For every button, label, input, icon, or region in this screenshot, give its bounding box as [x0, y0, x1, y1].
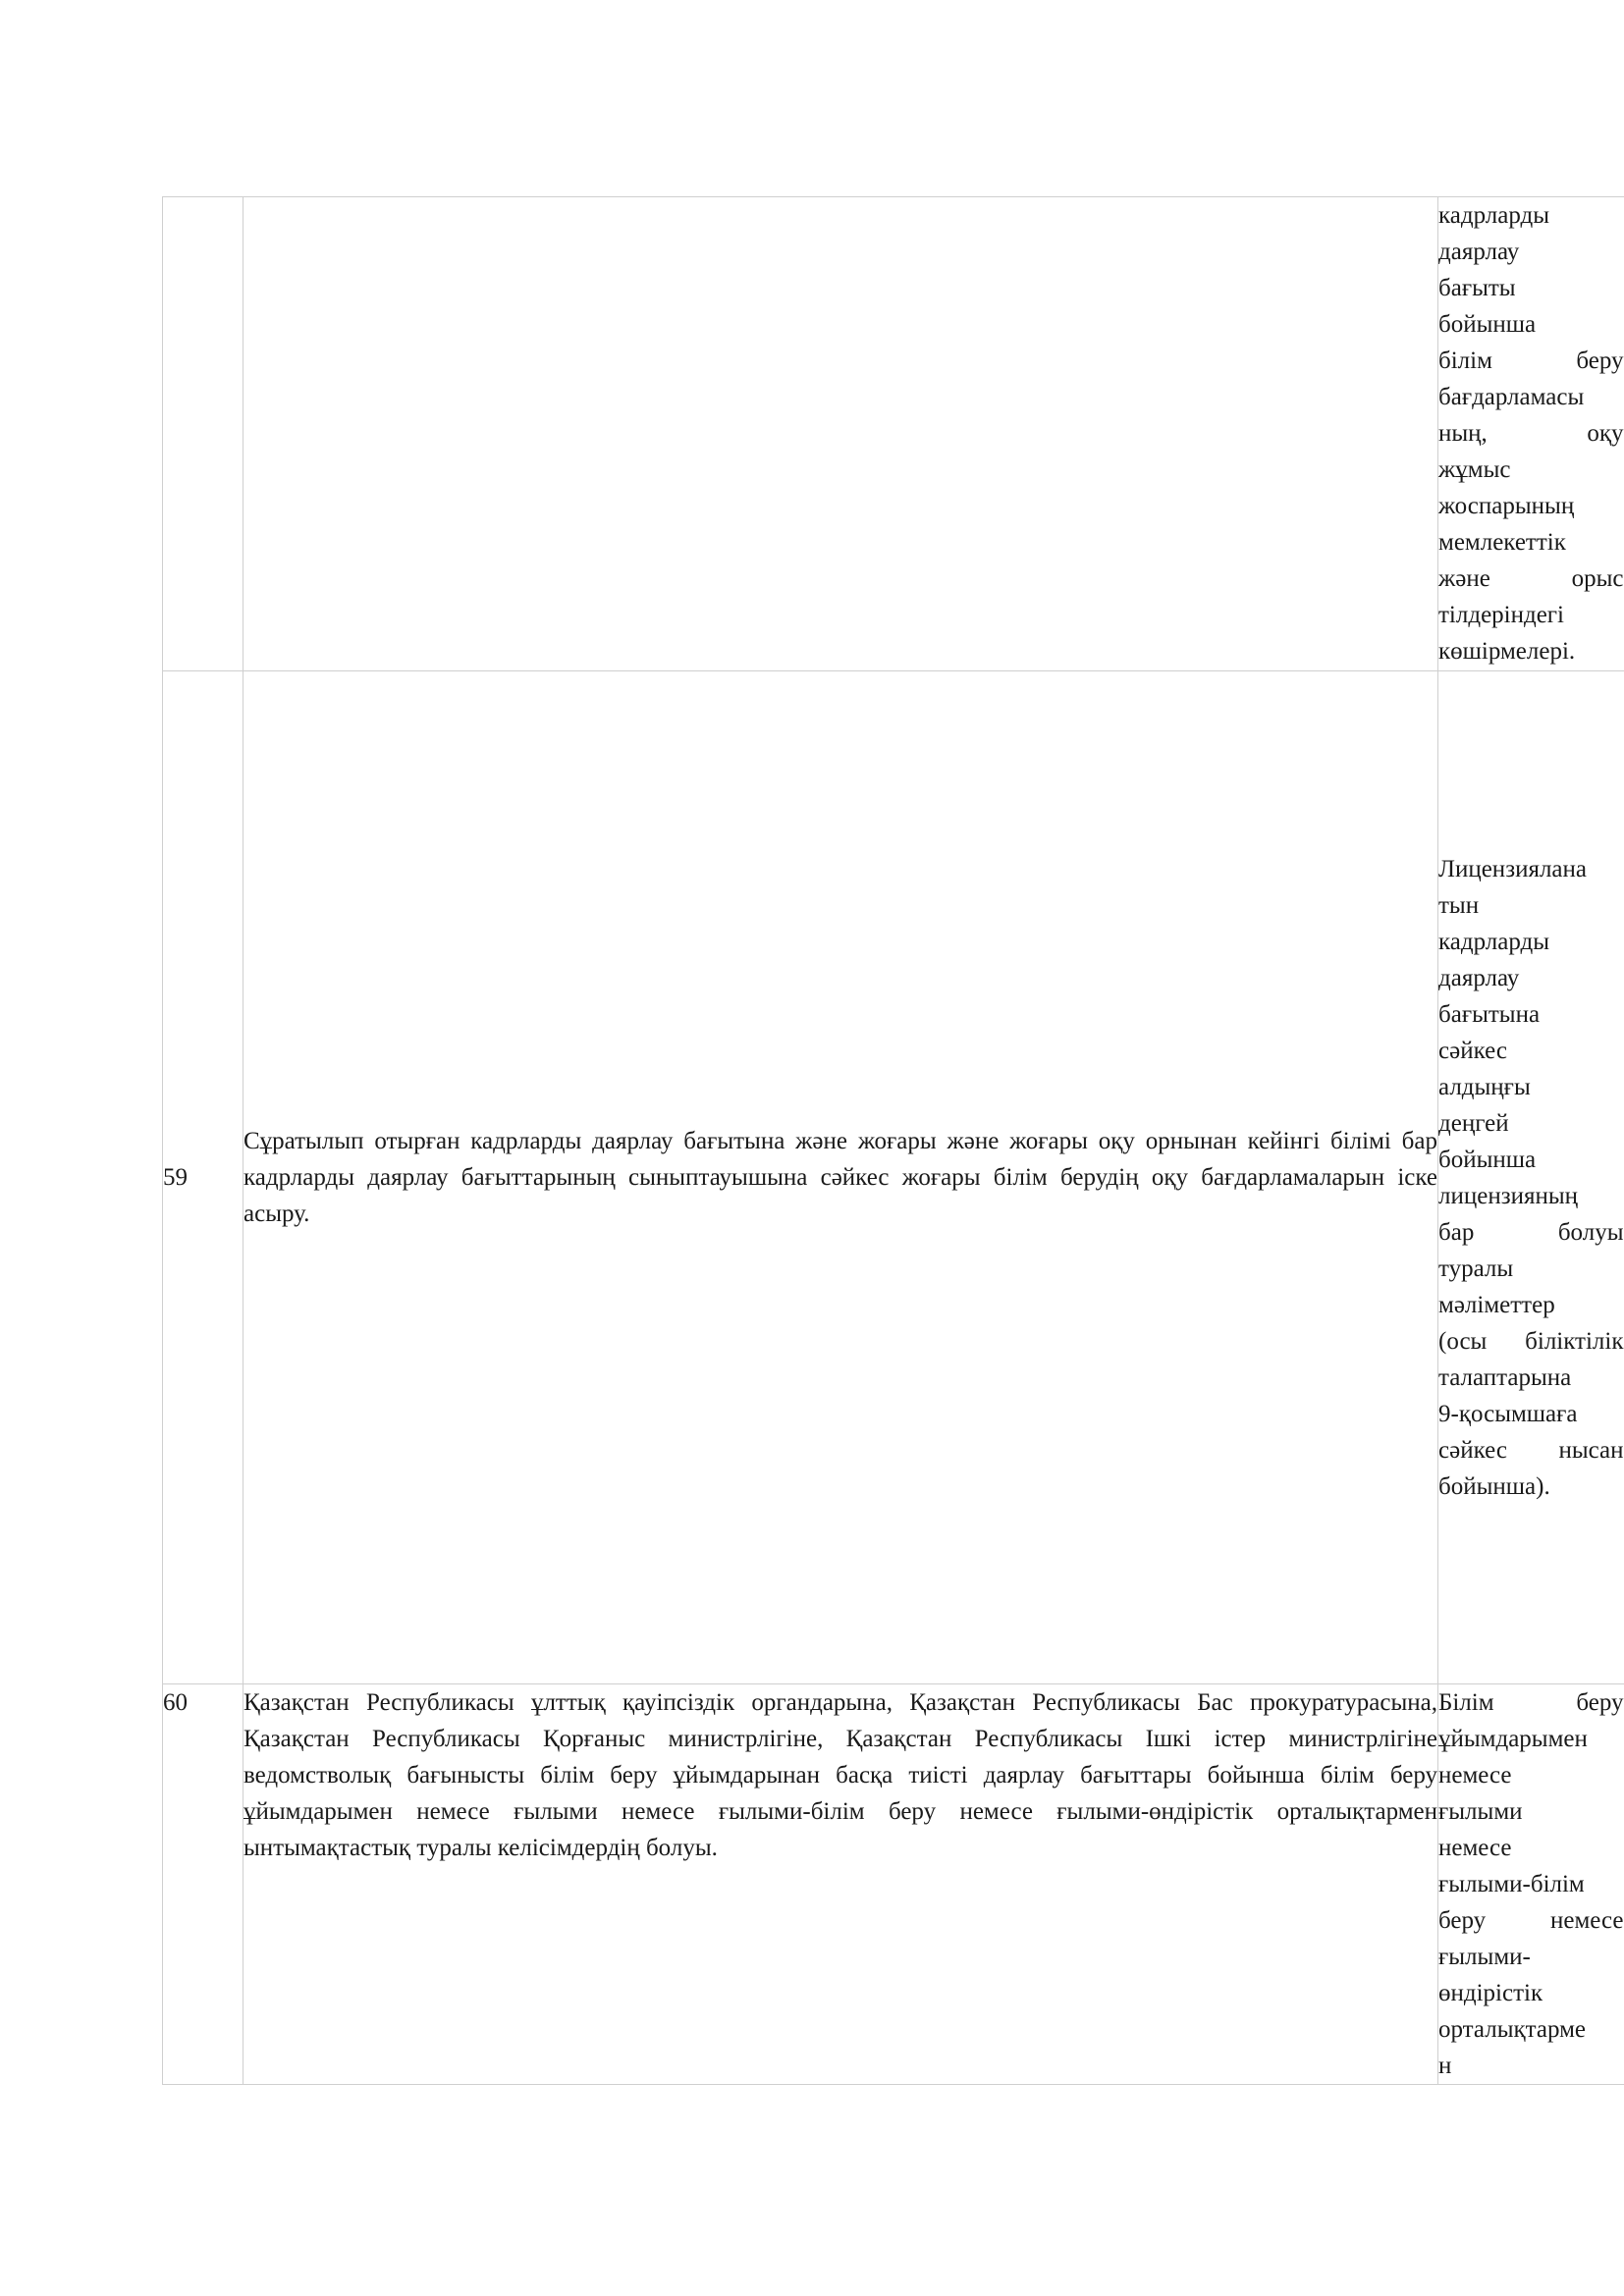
- document-line: орталықтарме: [1438, 2016, 1586, 2043]
- document-line: мәліметтер: [1438, 1291, 1555, 1318]
- document-line: мемлекеттік: [1438, 529, 1566, 556]
- document-line: талаптарына: [1438, 1363, 1572, 1391]
- document-line: кадрларды: [1438, 928, 1550, 955]
- table-row: [163, 1684, 1624, 2085]
- document-line: бағыты: [1438, 275, 1516, 301]
- table-row: [163, 671, 1624, 1684]
- document-line: және орыс: [1438, 565, 1624, 592]
- row-number: 60: [163, 1684, 244, 2085]
- document-line: беру немесе: [1438, 1907, 1624, 1934]
- document-line: ұйымдарымен: [1438, 1726, 1588, 1752]
- requirement-text: [244, 197, 1438, 671]
- document-cell: [1438, 671, 1624, 1684]
- document-line: (осы біліктілік: [1438, 1327, 1624, 1355]
- document-line: деңгей: [1438, 1109, 1509, 1137]
- document-line: бағытына: [1438, 1000, 1541, 1028]
- document-line: сәйкес нысан: [1438, 1436, 1624, 1464]
- document-line: тын: [1438, 891, 1480, 919]
- row-number: [163, 197, 244, 671]
- document-line: тілдеріндегі: [1438, 602, 1565, 628]
- document-line: Лицензиялана: [1438, 855, 1587, 882]
- document-line: өндірістік: [1438, 1980, 1543, 2006]
- document-cell: [1438, 1684, 1624, 2085]
- document-line: жұмыс: [1438, 456, 1511, 483]
- document-line: туралы: [1438, 1255, 1514, 1282]
- row-number: 59: [163, 671, 244, 1684]
- document-line: бойынша: [1438, 311, 1537, 338]
- document-line: алдыңғы: [1438, 1073, 1531, 1100]
- document-line: бойынша: [1438, 1146, 1537, 1173]
- document-line: ғылыми-білім: [1438, 1871, 1585, 1897]
- document-line: сәйкес: [1438, 1037, 1507, 1064]
- document-line: немесе: [1438, 1835, 1512, 1861]
- table-row: [163, 197, 1624, 671]
- document-line: 9-қосымшаға: [1438, 1400, 1578, 1427]
- document-line: Білім беру: [1438, 1689, 1624, 1716]
- document-line: ғылыми-: [1438, 1944, 1531, 1970]
- document-line: бағдарламасы: [1438, 384, 1585, 410]
- document-line: көшірмелері.: [1438, 638, 1576, 665]
- document-line: жоспарының: [1438, 493, 1575, 519]
- document-line: немесе: [1438, 1762, 1512, 1789]
- document-line: н: [1438, 2053, 1452, 2079]
- document-line: кадрларды: [1438, 202, 1550, 229]
- document-line: бар болуы: [1438, 1218, 1624, 1246]
- document-line: білім беру: [1438, 347, 1624, 374]
- document-line: ғылыми: [1438, 1798, 1523, 1825]
- document-line: ның, оқу: [1438, 420, 1624, 447]
- document-line: даярлау: [1438, 964, 1520, 991]
- requirement-text: Сұратылып отырған кадрларды даярлау бағытына және жоғары және жоғары оқу орнынан кейінгі білімі бар кадрларды даярлау бағыттарының сыныптауышына сәйкес жоғары білім берудің оқу бағдарламаларын іске асыру.: [244, 671, 1438, 1684]
- document-cell: [1438, 197, 1624, 671]
- requirements-table: [162, 196, 1624, 2085]
- document-line: лицензияның: [1438, 1182, 1579, 1209]
- document-line: бойынша).: [1438, 1472, 1550, 1500]
- requirement-text: Қазақстан Республикасы ұлттық қауіпсіздік органдарына, Қазақстан Республикасы Бас прокуратурасына, Қазақстан Республикасы Қорғаныс министрлігіне, Қазақстан Республикасы Ішкі істер министрлігіне ведомстволық бағынысты білім беру ұйымдарынан басқа тиісті даярлау бағыттары бойынша білім беру ұйымдарымен немесе ғылыми немесе ғылыми-білім беру немесе ғылыми-өндірістік орталықтармен ынтымақтастық туралы келісімдердің болуы.: [244, 1684, 1438, 2085]
- document-line: даярлау: [1438, 239, 1520, 265]
